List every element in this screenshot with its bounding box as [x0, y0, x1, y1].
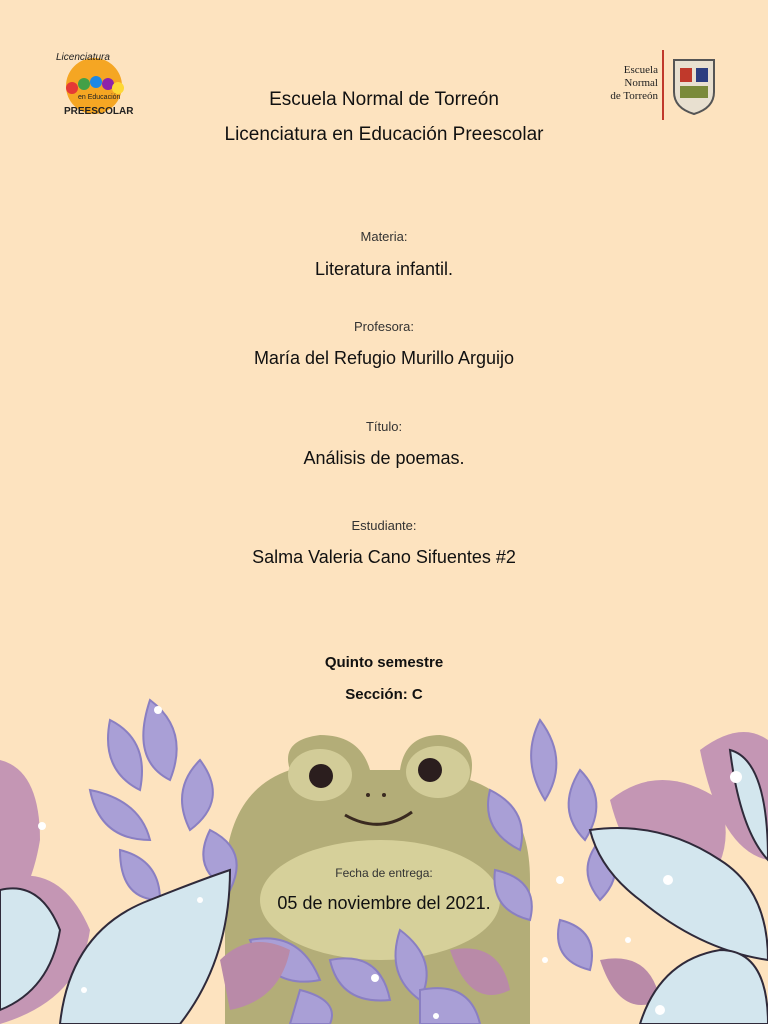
school-name: Escuela Normal de Torreón	[269, 89, 499, 110]
materia-value: Literatura infantil.	[314, 259, 454, 279]
profesora-value: María del Refugio Murillo Arguijo	[253, 348, 515, 368]
estudiante-value: Salma Valeria Cano Sifuentes #2	[252, 547, 516, 567]
titulo-label: Título:	[365, 419, 403, 434]
estudiante-label: Estudiante:	[351, 518, 417, 533]
school-line-1: Escuela	[623, 64, 658, 76]
school-line-3: de Torreón	[610, 90, 658, 102]
profesora-label: Profesora:	[354, 319, 414, 334]
logo-text-bottom: PREESCOLAR	[64, 106, 134, 117]
program-name: Licenciatura en Educación Preescolar	[224, 124, 544, 145]
licenciatura-preescolar-logo	[50, 50, 140, 122]
semestre: Quinto semestre	[324, 654, 444, 671]
fecha-value: 05 de noviembre del 2021.	[277, 893, 491, 913]
seccion: Sección: C	[345, 686, 423, 703]
logo-text-mid: en Educación	[78, 94, 121, 101]
logo-text-top: Licenciatura	[56, 52, 110, 63]
materia-label: Materia:	[360, 229, 408, 244]
titulo-value: Análisis de poemas.	[303, 448, 465, 468]
school-line-2: Normal	[624, 77, 658, 89]
fecha-label: Fecha de entrega:	[335, 866, 433, 880]
